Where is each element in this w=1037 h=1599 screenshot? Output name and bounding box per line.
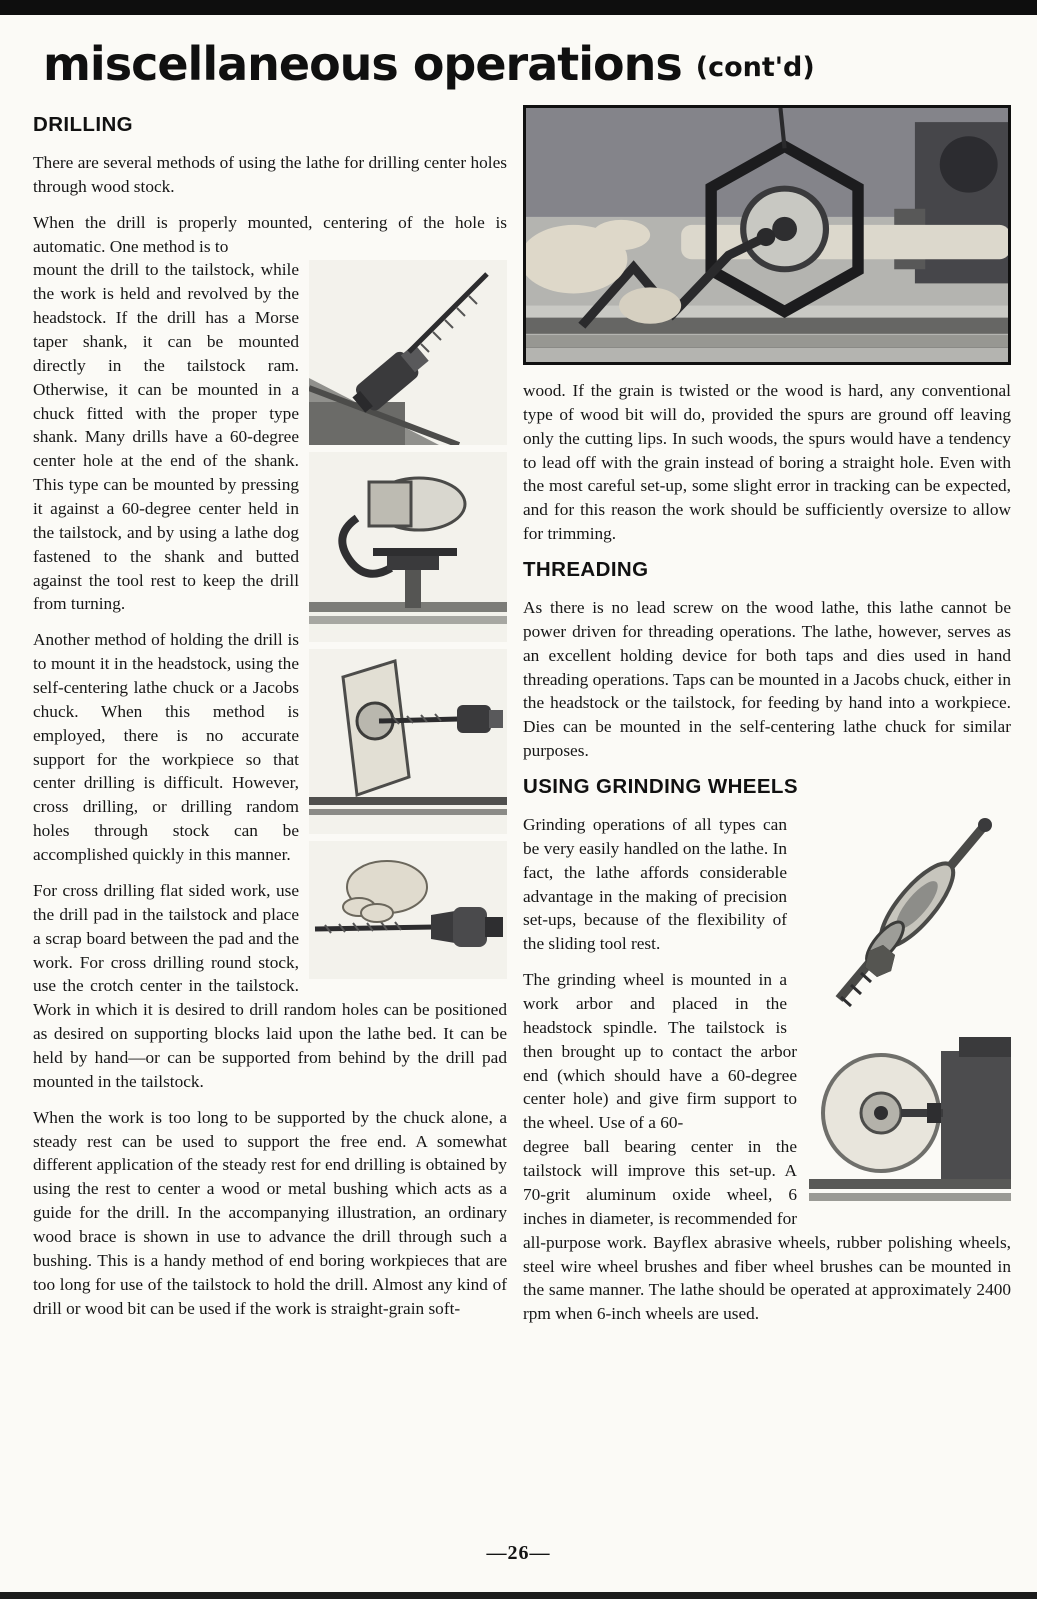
drilling-illustration-strip [309, 260, 507, 979]
drilling-paragraph-6: wood. If the grain is twisted or the wood is hard, any conventional type of wood bit will do, provided the spurs are ground off leaving only the cutting lips. In such woods, the spurs would have a tendency to lead off with the grain instead of boring a straight hole. Even with the most careful set-up, some slight error in tracking can be expected, and for this reason the work should be sufficiently oversize to allow for trimming. [523, 381, 1011, 544]
cross-drilling-board-illustration [309, 649, 507, 834]
drilling-paragraph-5: When the work is too long to be supported by the chuck alone, a steady rest can be used to support the free end. A somewhat different application of the steady rest for end drilling is obtained by using the rest to center a wood or metal bushing which acts as a guide for the drill. In the accompanying illustration, an ordinary wood brace is shown in use to advance the drill through such a bushing. This is a handy method of end boring workpieces that are too long for use of the tailstock to hold the drill. Almost any kind of drill or wood bit can be used if the work is straight-grain soft- [33, 1107, 507, 1318]
grinding-wheel-lathe-illustration [809, 1021, 1011, 1215]
brace-drilling-photo [523, 105, 1011, 365]
title-row [43, 37, 1011, 91]
page-number: —26— [486, 1542, 551, 1564]
section-heading-threading: THREADING [523, 558, 649, 582]
page-content [33, 15, 1011, 1338]
section-heading-drilling: DRILLING [33, 113, 133, 136]
drilling-paragraph-4: For cross drilling flat sided work, use the drill pad in the tailstock and place a scrap board between the pad and the work. For cross drilling round stock, use the crotch center in the tailstock. Work in which it is desired to drill random holes can be positioned as desired on supporting blocks laid upon the lathe bed. It can be held by hand—or can be supported from behind by the drill pad mounted in the tailstock. [33, 880, 507, 1091]
drilling-paragraph-2-end: mount the drill to the tailstock, while the work is held and revolved by the headstock. If the drill has a Morse taper shank, it can be mounted directly in the tailstock ram. Otherwise, it can be mounted in a chuck fitted with the proper type shank. Many drills have a 60-degree center hole at the end of the shank. This type can be mounted by pressing it against a 60-degree center held in the tailstock, and by using a lathe dog fastened to the shank and butted against the tool rest to keep the drill from turning. [33, 260, 299, 614]
right-column [523, 105, 1011, 1338]
page-title: miscellaneous operations [43, 37, 682, 91]
page-title-suffix: (cont'd) [695, 52, 815, 83]
left-column [33, 105, 507, 1338]
hand-held-drilling-illustration [309, 841, 507, 979]
section-heading-grinding: USING GRINDING WHEELS [523, 775, 798, 799]
grinding-paragraph-1: Grinding operations of all types can be very easily handled on the lathe. In fact, the lathe affords considerable advantage in the making of precision set-ups, because of the flexibility of the sliding tool rest. [523, 815, 787, 954]
drilling-paragraph-2-start: When the drill is properly mounted, centering of the hole is automatic. One method is to [33, 212, 507, 256]
bottom-rule-bar [0, 1592, 1037, 1599]
drilling-paragraph-3: Another method of holding the drill is to mount it in the headstock, using the self-centering lathe chuck or a Jacobs chuck. When this method is employed, there is no accurate support for the workpiece so that center drilling is difficult. However, cross drilling, or drilling random holes through stock can be accomplished quickly in this manner. [33, 630, 299, 865]
tailstock-drill-chuck-illustration [309, 260, 507, 445]
drilling-paragraph-1: There are several methods of using the lathe for drilling center holes through wood stock. [33, 153, 507, 196]
grinding-paragraph-2-start: The grinding wheel is mounted in a work arbor and placed in the headstock spindle. The tailstock is then brought up to contact the arbor end (which should have a 60-degree center hole) and give firm support to the wheel. Use of a 60- [523, 970, 797, 1133]
top-rule-bar [0, 0, 1037, 15]
two-column-layout [33, 105, 1011, 1338]
grinding-paragraph-2-end: degree ball bearing center in the tailstock will improve this set-up. A 70-grit aluminum oxide wheel, 6 inches in diameter, is recommended for all-purpose work. Bayflex abrasive wheels, rubber polishing wheels, steel wire wheel brushes and fiber wheel brushes can be mounted in the same manner. The lathe should be operated at approximately 2400 rpm when 6-inch wheels are used. [523, 1137, 1011, 1324]
lathe-dog-center-illustration [309, 452, 507, 642]
threading-paragraph-1: As there is no lead screw on the wood lathe, this lathe cannot be power driven for threading operations. The lathe, however, serves as an excellent holding device for both taps and dies used in hand threading operations. Taps can be mounted in a Jacobs chuck, either in the headstock or the tailstock, for feeding by hand into a workpiece. Dies can be mounted in the self-centering lathe chuck for similar purposes. [523, 598, 1011, 761]
grinding-arbor-illustration [799, 813, 1011, 1011]
